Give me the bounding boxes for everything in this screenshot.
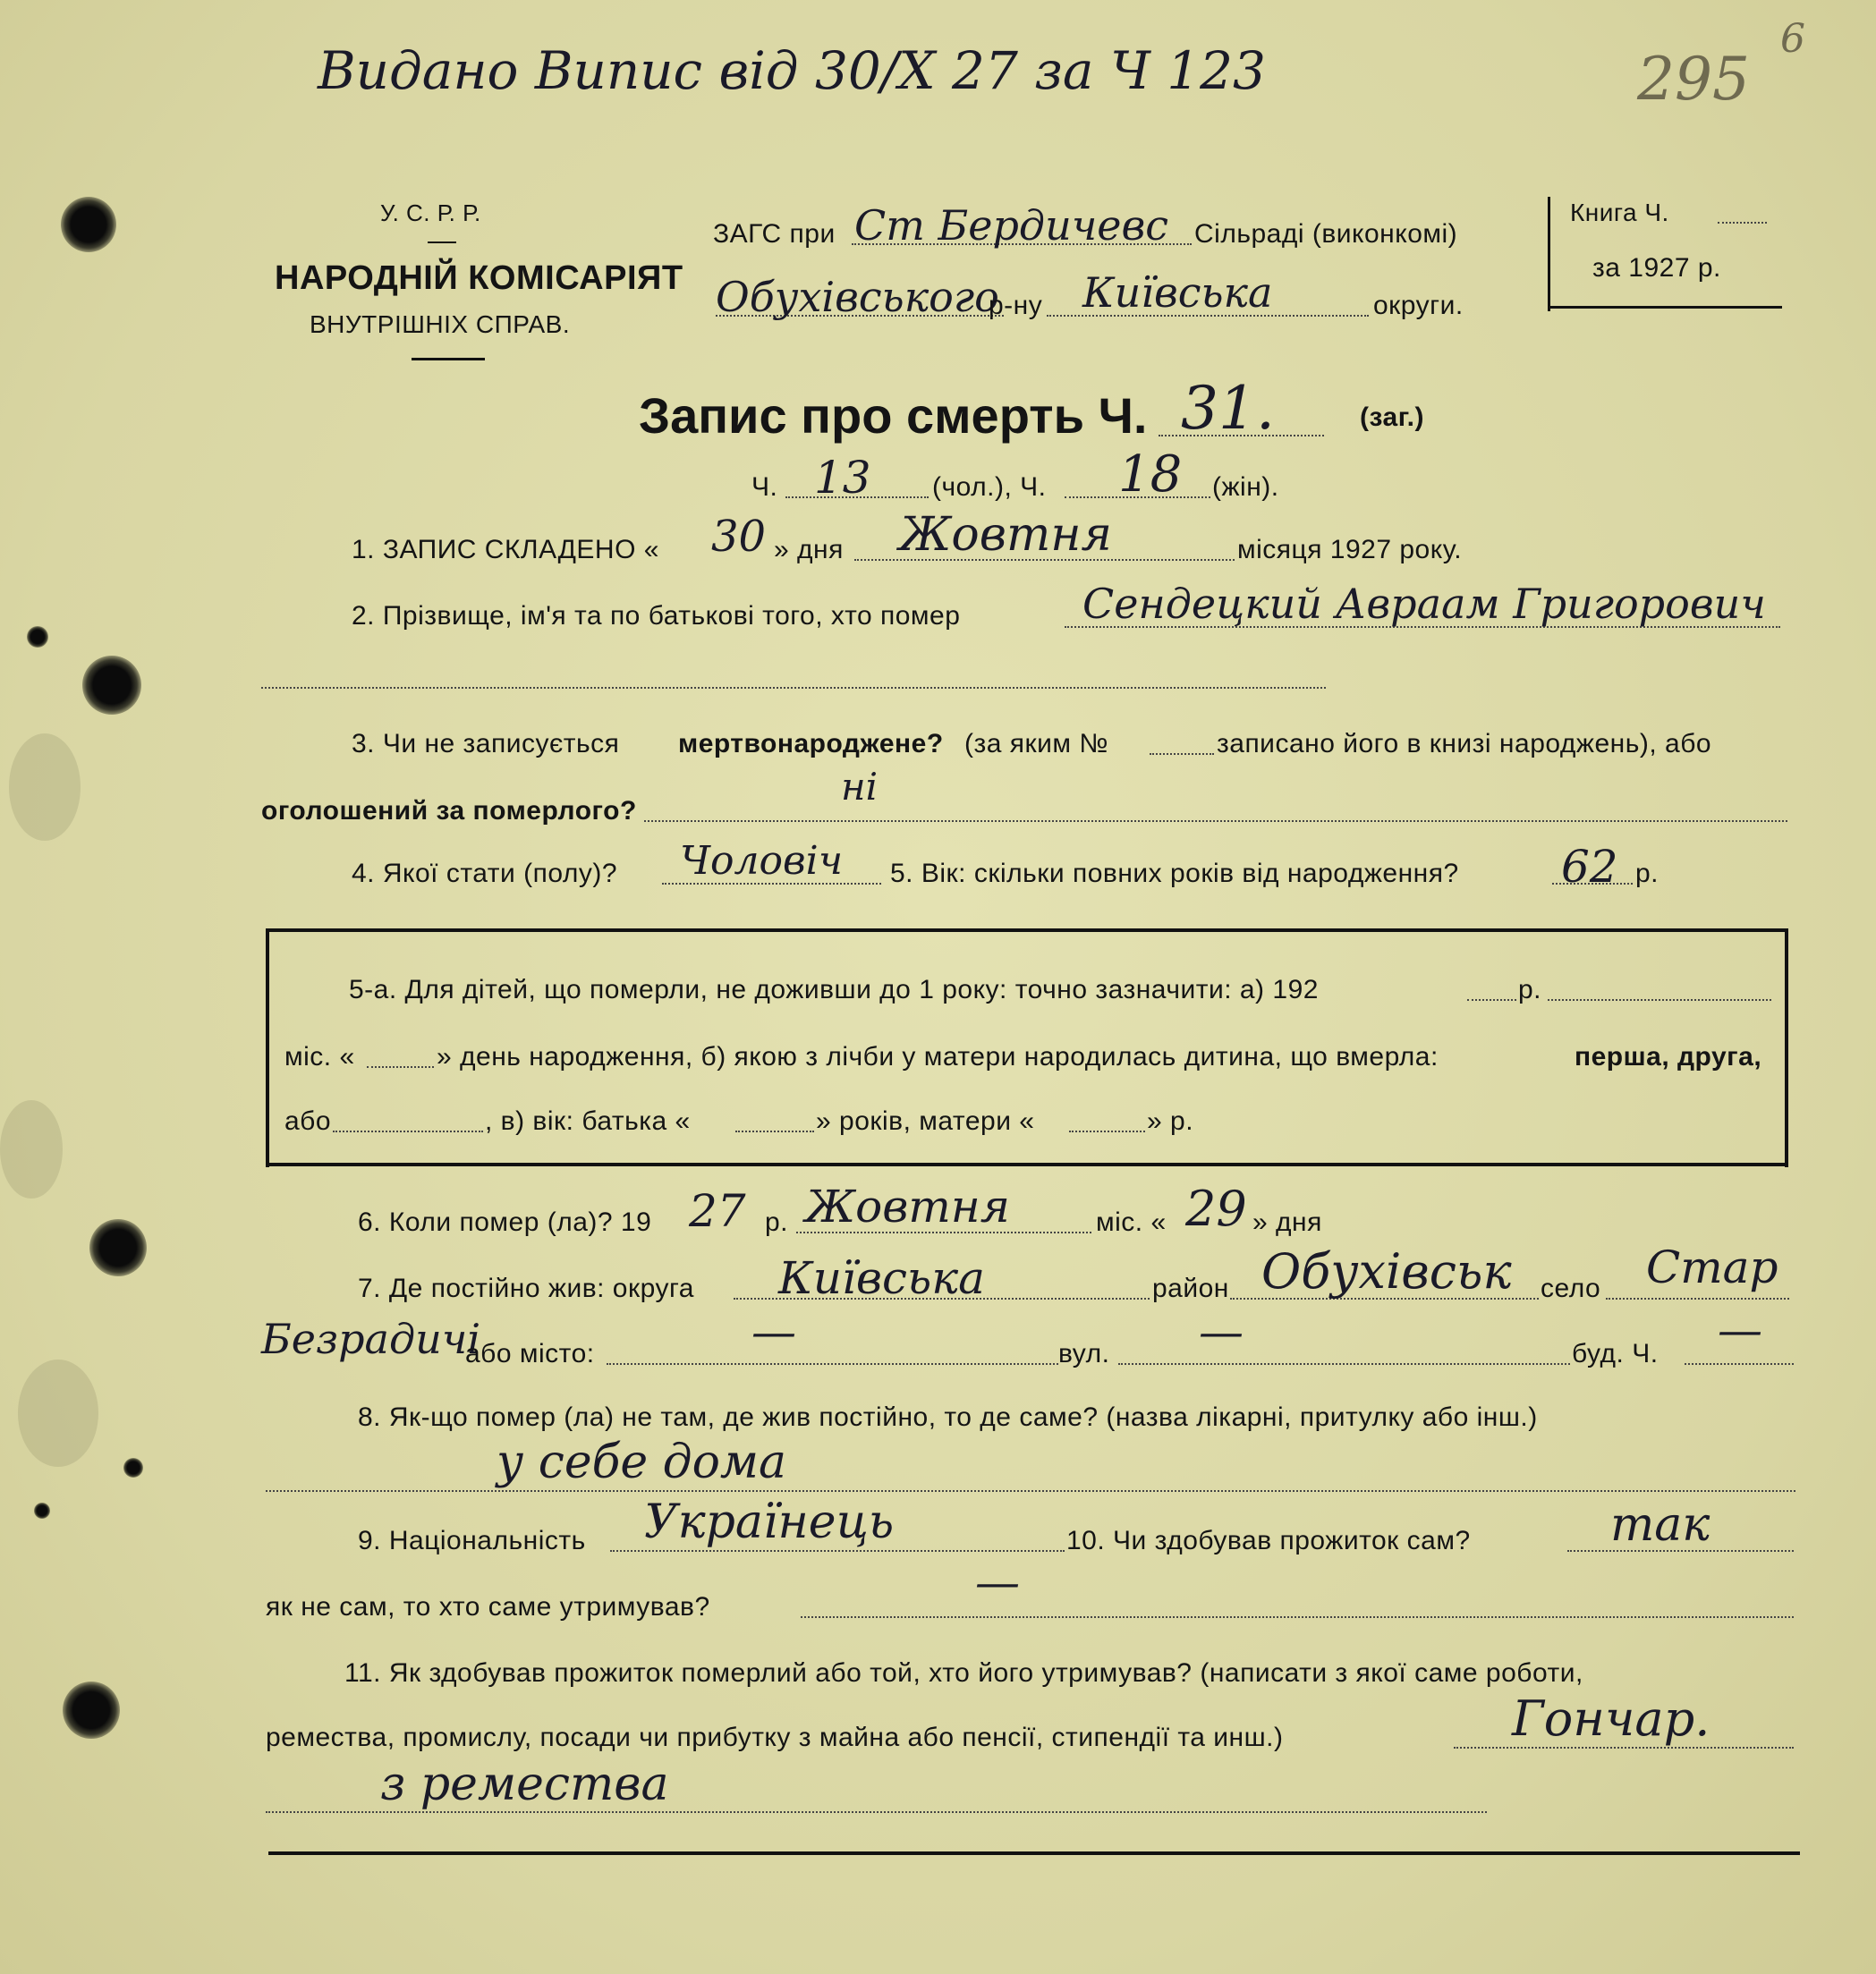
q7-selo-continued: Безрадичі (261, 1315, 481, 1363)
q2-text: 2. Прізвище, ім'я та по батькові того, хто помер (352, 601, 961, 631)
q2-name-value: Сендецкий Авраам Григорович (1082, 580, 1766, 628)
q5a-line3-text-b: , в) вік: батька « (485, 1106, 691, 1136)
q5-text: 5. Вік: скільки повних років від народження? (890, 859, 1459, 888)
punch-hole (123, 1458, 143, 1478)
male-label: (чол.), Ч. (932, 472, 1047, 502)
q11-answer-line-2 (266, 1811, 1487, 1813)
q7-raion-value: Обухівськ (1261, 1243, 1512, 1300)
q6-text-c: міс. « (1096, 1207, 1167, 1237)
q10b-answer-value: — (975, 1556, 1020, 1608)
q10-text: 10. Чи здобував прожиток сам? (1066, 1526, 1471, 1555)
q7-text-a: 7. Де постійно жив: округа (358, 1274, 694, 1303)
corner-archive-sup: 6 (1780, 16, 1805, 62)
q5a-line2-bold: перша, друга, (1575, 1042, 1762, 1072)
top-issued-note: Видано Випис від 30/X 27 за Ч 123 (318, 40, 1266, 101)
q5a-box-bottom (266, 1163, 1788, 1166)
q3-bold-b: оголошений за померлого? (261, 796, 637, 826)
q6-year-value: 27 (689, 1185, 746, 1237)
punch-hole (61, 197, 116, 252)
q6-text-d: » дня (1252, 1207, 1322, 1237)
q3-text-a: 3. Чи не записується (352, 729, 620, 758)
q8-answer-value: у себе дома (497, 1436, 787, 1489)
q3-number-line (1150, 753, 1214, 755)
zags-okruga-label: округи. (1373, 291, 1464, 320)
q5a-line2-text-b: » день народження, б) якою з лічби у матери народилась дитина, що вмерла: (437, 1042, 1439, 1072)
header-divider (412, 358, 485, 360)
q3-text-c: записано його в книзі народжень), або (1217, 729, 1712, 758)
q5a-line2-text-a: міс. « (284, 1042, 355, 1072)
q7-selo-label: село (1541, 1274, 1601, 1303)
q7-vul-label: вул. (1058, 1339, 1110, 1368)
header-republic: У. С. Р. Р. (380, 199, 481, 226)
q1-text-b: » дня (774, 535, 844, 564)
q5a-day-line (367, 1066, 434, 1068)
q11-text-a: 11. Як здобував прожиток померлий або той, хто його утримував? (написати з якої саме роботи, (344, 1658, 1583, 1688)
q6-month-value: Жовтня (805, 1181, 1010, 1233)
q5a-father-age-line (735, 1131, 814, 1132)
q5a-line1-text: 5-а. Для дітей, що померли, не доживши до 1 року: точно зазначити: а) 192 (349, 975, 1319, 1004)
q6-text-a: 6. Коли помер (ла)? 19 (358, 1207, 652, 1237)
q5-age-unit: р. (1635, 859, 1660, 888)
q7-bud-label: буд. Ч. (1572, 1339, 1659, 1368)
header-divider (428, 241, 456, 243)
q8-answer-line (266, 1490, 1795, 1492)
q8-text: 8. Як-що помер (ла) не там, де жив постійно, то де саме? (назва лікарні, притулку або інш.) (358, 1402, 1538, 1432)
q11-text-b: ремества, промислу, посади чи прибутку з майна або пенсії, стипендії та инш.) (266, 1723, 1284, 1752)
q11-answer-value-2: з ремества (380, 1758, 669, 1811)
punch-hole (89, 1219, 147, 1276)
zags-raion-label: р-ну (989, 291, 1043, 320)
q7-selo-value: Стар (1646, 1241, 1778, 1293)
q5a-mother-age-line (1069, 1131, 1145, 1132)
book-label: Книга Ч. (1570, 199, 1669, 226)
zags-okruga-value: Київська (1082, 268, 1273, 317)
q7-selo-line (1606, 1298, 1789, 1300)
corner-archive-number: 295 (1637, 45, 1750, 114)
paper-stain (0, 1100, 63, 1199)
punch-hole (34, 1503, 50, 1519)
q10b-text: як не сам, то хто саме утримував? (266, 1592, 710, 1622)
q5a-line3-text-d: » р. (1147, 1106, 1194, 1136)
q7-bud-value: — (1718, 1304, 1762, 1356)
q3-answer-value: ні (841, 765, 879, 809)
punch-hole (27, 626, 48, 648)
q6-day-value: 29 (1185, 1181, 1247, 1237)
zags-selrada-suffix: Сільраді (виконкомі) (1194, 219, 1458, 249)
q7-bud-line (1685, 1363, 1794, 1365)
q7-vul-value: — (1199, 1306, 1244, 1358)
q1-text-c: місяця 1927 року. (1237, 535, 1463, 564)
q3-answer-line (644, 820, 1787, 822)
q6-text-b: р. (765, 1207, 789, 1237)
q5a-line3-text-c: » років, матери « (816, 1106, 1035, 1136)
book-number-line (1718, 222, 1767, 224)
q11-answer-value-1: Гончар. (1512, 1690, 1710, 1747)
q5a-line1-unit: р. (1518, 975, 1542, 1004)
paper-stain (9, 733, 81, 841)
book-box-left-border (1548, 197, 1550, 311)
q5a-box-top (266, 928, 1787, 932)
header-commissariat: НАРОДНІЙ КОМІСАРІЯТ (275, 259, 683, 297)
q10-answer-value: так (1610, 1498, 1710, 1552)
q5a-year-line (1467, 999, 1516, 1001)
q7-misto-value: — (751, 1306, 796, 1358)
zags-raion-value: Обухівського (716, 273, 999, 321)
q7-raion-label: район (1152, 1274, 1229, 1303)
zags-prefix: ЗАГС при (713, 219, 836, 249)
female-label: (жін). (1212, 472, 1279, 502)
q7-misto-line (607, 1363, 1058, 1365)
q5a-month-line (1548, 999, 1771, 1001)
female-number-value: 18 (1118, 445, 1183, 504)
punch-hole (82, 656, 141, 715)
q9-answer-value: Українець (644, 1495, 895, 1549)
q11-answer-line-1 (1454, 1747, 1794, 1749)
bottom-rule (268, 1851, 1800, 1855)
q9-text: 9. Національність (358, 1526, 586, 1555)
q2-continuation-line (261, 687, 1326, 689)
q4-text: 4. Якої стати (полу)? (352, 859, 618, 888)
paper-stain (18, 1360, 98, 1467)
q5a-line3-text-a: або (284, 1106, 332, 1136)
q4-sex-value: Чоловіч (680, 838, 844, 884)
q3-bold-a: мертвонароджене? (678, 729, 944, 758)
q5a-order-line (333, 1131, 483, 1132)
q7-vul-line (1118, 1363, 1570, 1365)
header-department: ВНУТРІШНІХ СПРАВ. (310, 310, 571, 338)
record-title: Запис про смерть Ч. (639, 387, 1148, 444)
q7-okruga-value: Київська (778, 1252, 985, 1304)
record-sub-prefix: Ч. (751, 472, 778, 502)
male-number-value: 13 (814, 452, 871, 504)
q5a-box-left (266, 928, 269, 1167)
book-year: за 1927 р. (1592, 253, 1721, 283)
q5a-box-right (1785, 928, 1788, 1167)
book-box-bottom-border (1548, 306, 1782, 309)
q1-day-value: 30 (711, 512, 767, 562)
zags-selrada-value: Ст Бердичевс (854, 201, 1169, 250)
q5-age-value: 62 (1561, 841, 1618, 893)
q7-misto-label: або місто: (465, 1339, 595, 1368)
q3-text-b: (за яким № (964, 729, 1109, 758)
punch-hole (63, 1682, 120, 1739)
record-number-value: 31. (1181, 374, 1275, 443)
record-title-suffix: (заг.) (1360, 402, 1425, 432)
q1-month-value: Жовтня (899, 508, 1112, 562)
q1-text-a: 1. ЗАПИС СКЛАДЕНО « (352, 535, 659, 564)
q10b-answer-line (801, 1616, 1794, 1618)
q9-answer-line (610, 1550, 1065, 1552)
